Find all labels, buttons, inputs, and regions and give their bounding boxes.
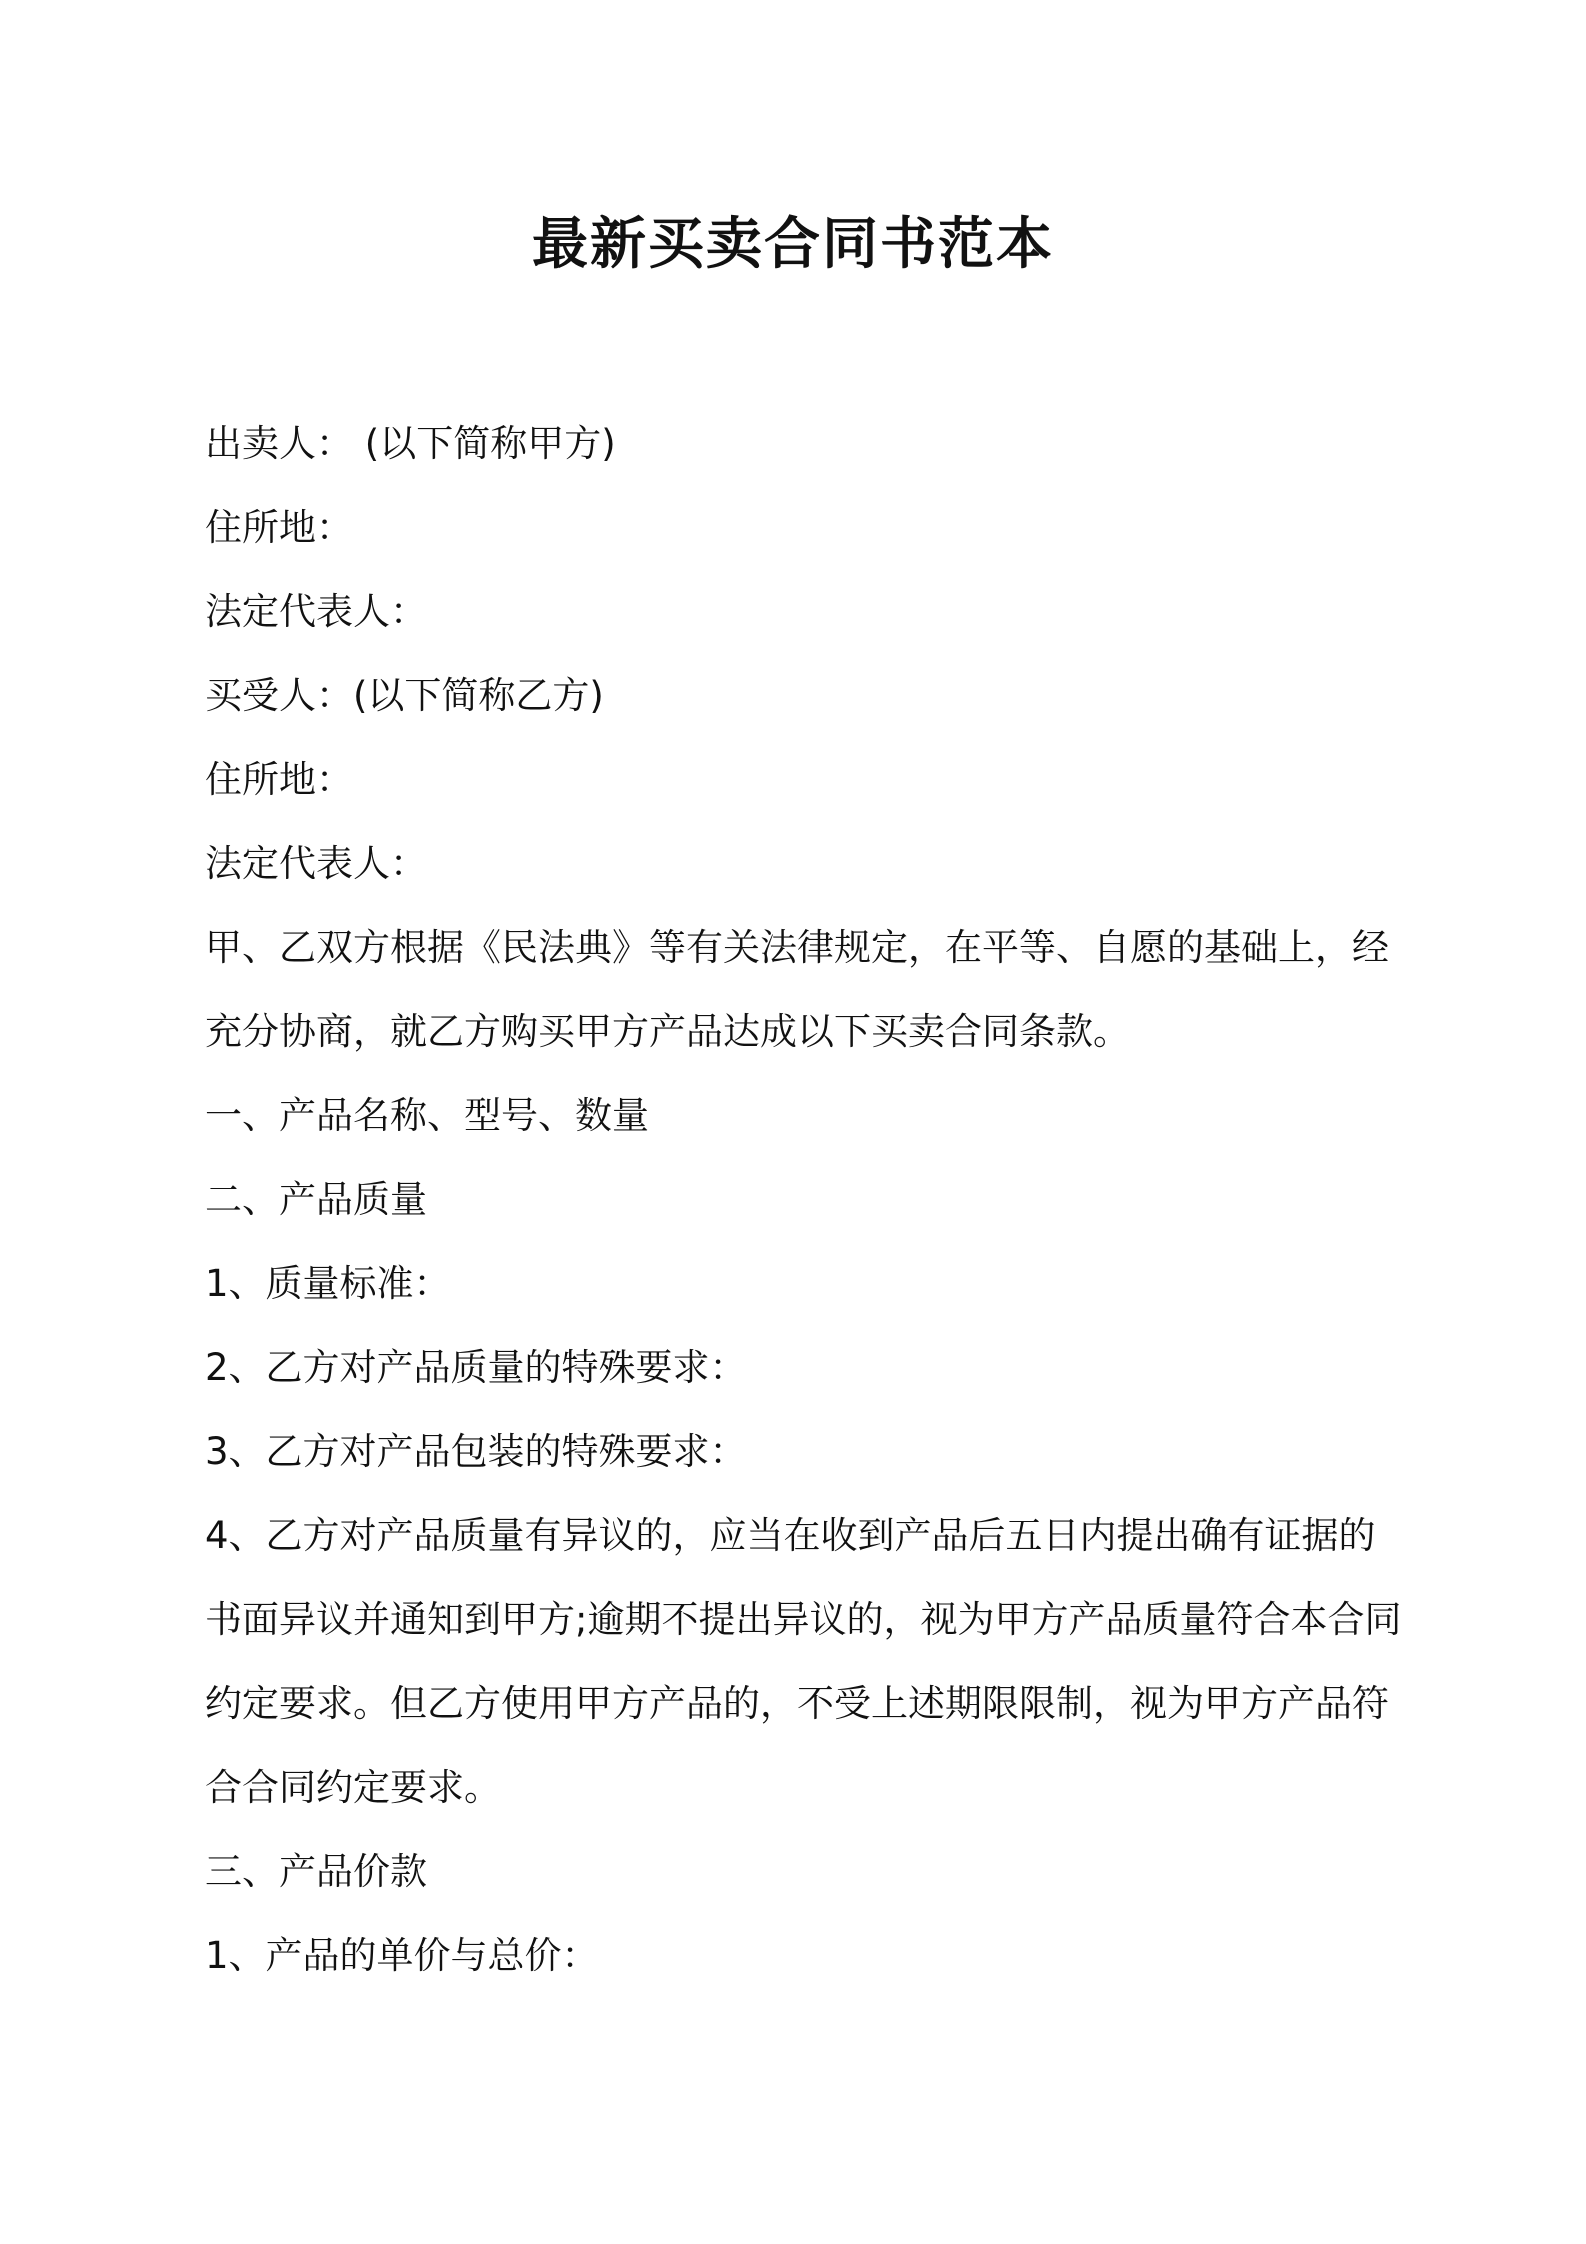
- document-body: [205, 402, 1405, 1998]
- clause-2-2: 2、乙方对产品质量的特殊要求：: [205, 1346, 747, 1389]
- seller-line: 出卖人： (以下简称甲方): [205, 422, 616, 465]
- document-title: 最新买卖合同书范本: [532, 212, 1054, 277]
- buyer-line: 买受人：(以下简称乙方): [205, 674, 604, 717]
- buyer-representative-line: 法定代表人：: [205, 842, 427, 885]
- section-heading-3: 三、产品价款: [205, 1850, 427, 1893]
- preamble-line: 甲、乙双方根据《民法典》等有关法律规定，在平等、自愿的基础上，经: [205, 926, 1389, 969]
- clause-2-4-line: 合合同约定要求。: [205, 1766, 501, 1809]
- clause-3-1: 1、产品的单价与总价：: [205, 1934, 599, 1977]
- clause-2-3: 3、乙方对产品包装的特殊要求：: [205, 1430, 747, 1473]
- section-heading-2: 二、产品质量: [205, 1178, 427, 1221]
- preamble-paragraph: [205, 906, 1405, 1074]
- buyer-address-line: 住所地：: [205, 758, 353, 801]
- clause-2-4-line: 书面异议并通知到甲方;逾期不提出异议的，视为甲方产品质量符合本合同: [205, 1598, 1402, 1641]
- clause-2-4-line: 约定要求。但乙方使用甲方产品的，不受上述期限限制，视为甲方产品符: [205, 1682, 1389, 1725]
- clause-2-1: 1、质量标准：: [205, 1262, 451, 1305]
- preamble-line: 充分协商，就乙方购买甲方产品达成以下买卖合同条款。: [205, 1010, 1130, 1053]
- clause-2-4-paragraph: [205, 1494, 1405, 1830]
- seller-representative-line: 法定代表人：: [205, 590, 427, 633]
- clause-2-4-line: 4、乙方对产品质量有异议的，应当在收到产品后五日内提出确有证据的: [205, 1514, 1376, 1557]
- section-heading-1: 一、产品名称、型号、数量: [205, 1094, 649, 1137]
- seller-address-line: 住所地：: [205, 506, 353, 549]
